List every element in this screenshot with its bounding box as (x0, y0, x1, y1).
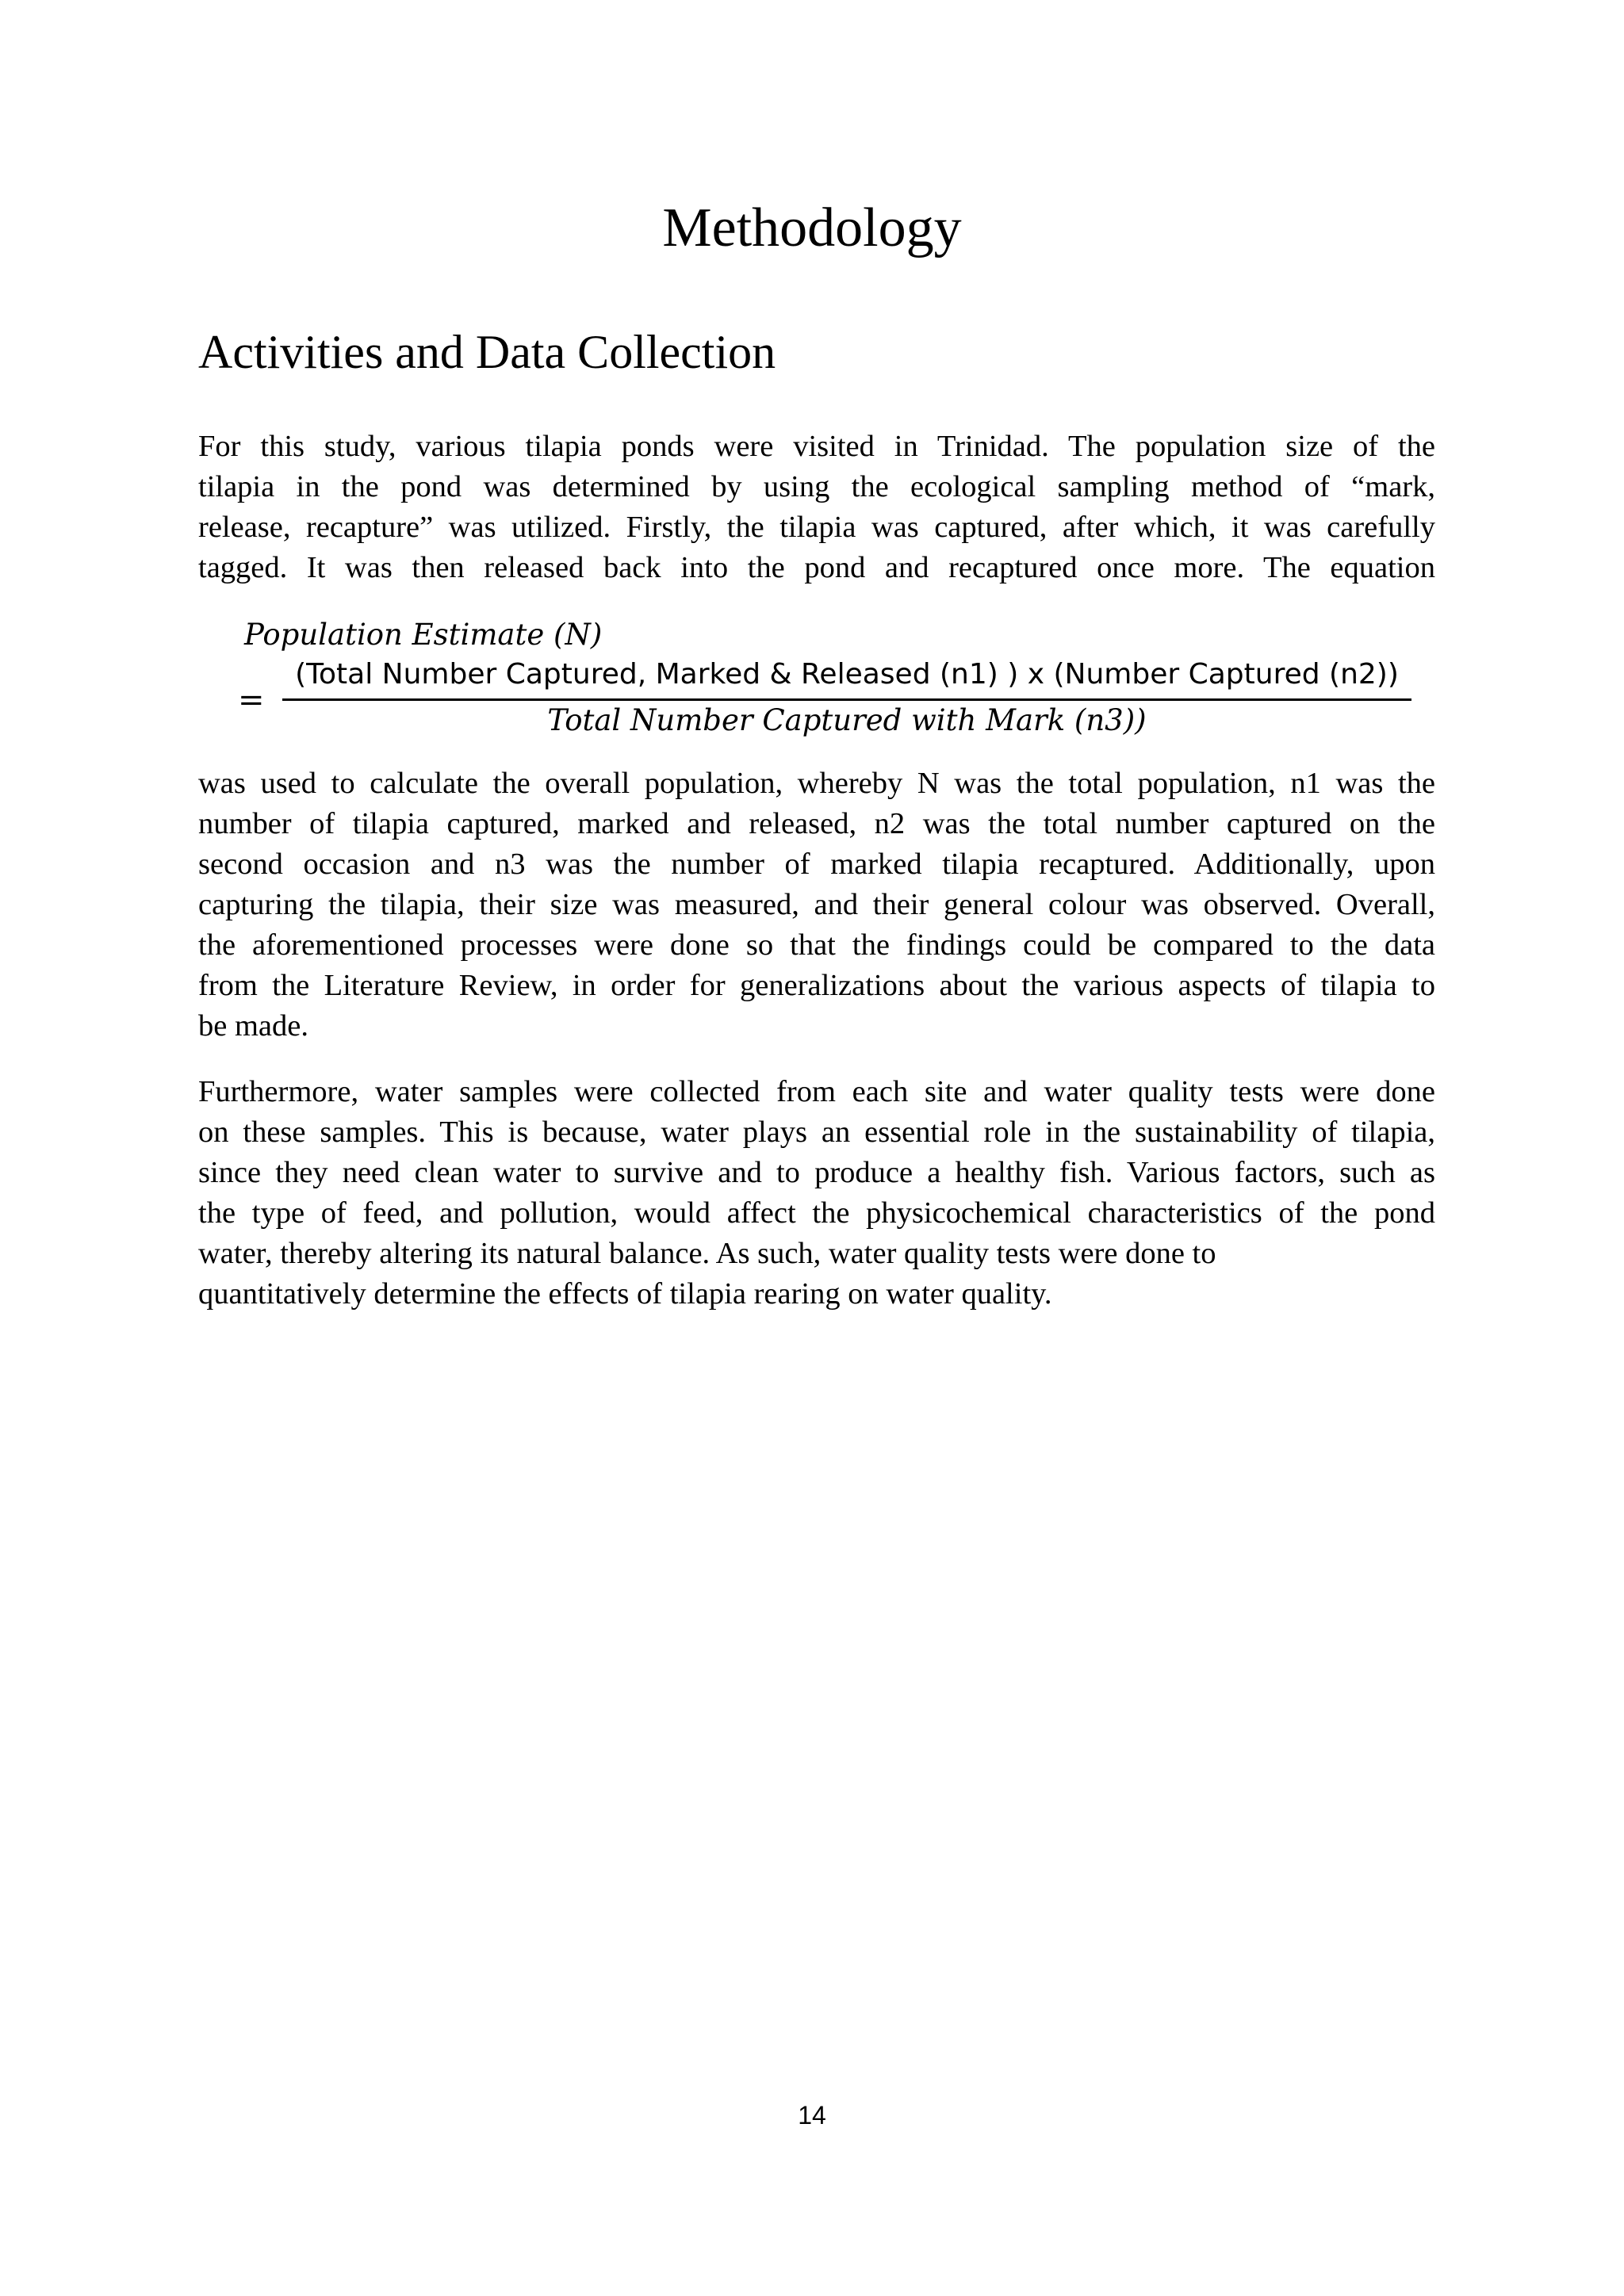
paragraph-line: tagged. It was then released back into the pond and recaptured once more. The equation (198, 551, 1435, 584)
paragraph-line: the aforementioned processes were done so that the findings could be compared to the data (198, 928, 1435, 962)
paragraph-line: number of tilapia captured, marked and released, n2 was the total number captured on the (198, 807, 1435, 840)
paragraph-water-quality (198, 1072, 1435, 1314)
paragraph-intro (198, 427, 1435, 588)
paragraph-line: release, recapture” was utilized. Firstly, the tilapia was captured, after which, it was carefully (198, 511, 1435, 544)
paragraph-line: on these samples. This is because, water plays an essential role in the sustainability of tilapia, (198, 1115, 1435, 1149)
equation-numerator: (Total Number Captured, Marked & Released (n1) ) x (Number Captured (n2)) (295, 658, 1399, 691)
paragraph-line: quantitatively determine the effects of tilapia rearing on water quality. (198, 1277, 1052, 1311)
population-equation (238, 617, 1411, 752)
equation-equals-sign: = (238, 682, 265, 718)
paragraph-line: For this study, various tilapia ponds were visited in Trinidad. The population size of the (198, 430, 1435, 463)
paragraph-line: Furthermore, water samples were collected from each site and water quality tests were done (198, 1075, 1435, 1108)
paragraph-line: water, thereby altering its natural balance. As such, water quality tests were done to (198, 1237, 1216, 1270)
equation-denominator: Total Number Captured with Mark (n3)) (547, 703, 1147, 737)
paragraph-line: be made. (198, 1009, 308, 1043)
paragraph-line: capturing the tilapia, their size was measured, and their general colour was observed. Overall, (198, 888, 1435, 921)
section-heading: Activities and Data Collection (198, 326, 776, 378)
paragraph-line: was used to calculate the overall population, whereby N was the total population, n1 was the (198, 767, 1435, 800)
paragraph-line: the type of feed, and pollution, would affect the physicochemical characteristics of the pond (198, 1196, 1435, 1230)
paragraph-line: from the Literature Review, in order for generalizations about the various aspects of tilapia to (198, 969, 1435, 1002)
paragraph-line: second occasion and n3 was the number of marked tilapia recaptured. Additionally, upon (198, 848, 1435, 881)
fraction-bar (282, 698, 1411, 701)
page-title: Methodology (662, 197, 962, 258)
page-number: 14 (798, 2101, 826, 2130)
paragraph-line: tilapia in the pond was determined by using the ecological sampling method of “mark, (198, 470, 1435, 503)
paragraph-explanation (198, 763, 1435, 1047)
equation-lhs: Population Estimate (N) (244, 618, 603, 652)
paragraph-line: since they need clean water to survive and to produce a healthy fish. Various factors, such as (198, 1156, 1435, 1189)
